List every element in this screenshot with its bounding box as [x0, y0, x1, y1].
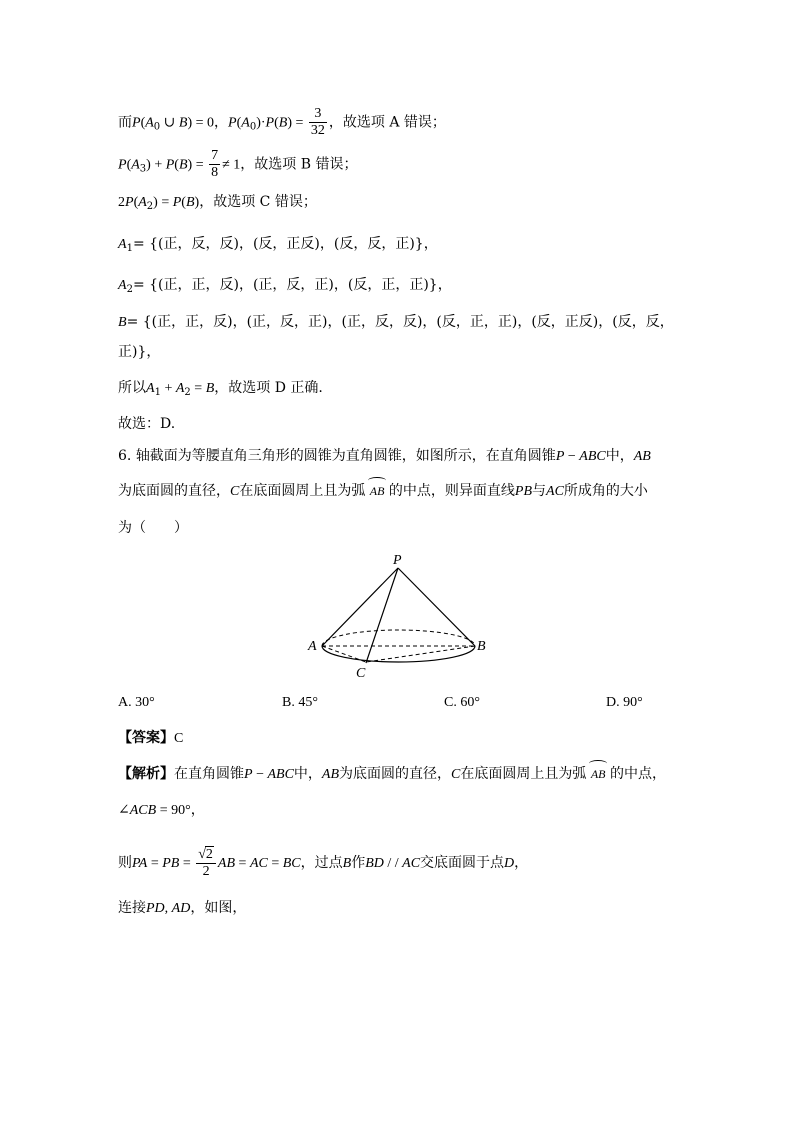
- text: 正)}，: [118, 344, 161, 360]
- line-4: $A_1=$ {(正，反，反)，(反，正反)，(反，反，正)}，: [118, 236, 438, 254]
- text: 的中点，: [609, 766, 666, 782]
- analysis-line-3: 则PA = PB = $\frac{√2}{2}$ AB = AC = BC，过点B作BD / / AC交底面圆于点D，: [118, 847, 529, 879]
- text: 则: [118, 855, 132, 871]
- text: ，故选项 B 错误；: [240, 156, 358, 173]
- question-line-1: 6. 轴截面为等腰直角三角形的圆锥为直角圆锥，如图所示，在直角圆锥P − ABC中，AB: [118, 448, 651, 464]
- arc-ab-symbol: AB: [370, 481, 385, 501]
- label-P: P: [393, 553, 402, 568]
- label-B: B: [477, 639, 486, 654]
- analysis-line-1: 【解析】在直角圆锥P − ABC中，AB为底面圆的直径，C在底面圆周上且为弧 AB 的中点，: [118, 766, 666, 782]
- text: 中，: [293, 766, 322, 782]
- text: 的中点，则异面直线: [388, 483, 515, 499]
- text: 在底面圆周上且为弧: [239, 483, 366, 499]
- option-a[interactable]: A. 30°: [118, 695, 155, 710]
- text: ，: [514, 855, 529, 871]
- label-A: A: [308, 639, 317, 654]
- option-d[interactable]: D. 90°: [606, 695, 643, 710]
- option-b[interactable]: B. 45°: [282, 695, 318, 710]
- text: 与: [532, 483, 547, 499]
- text: ，: [214, 114, 229, 131]
- answer-line: [118, 728, 183, 749]
- text: 为（ ）: [118, 520, 188, 536]
- text: = {(正，正，反)，(正，反，正)，(反，正，正)}，: [132, 277, 452, 293]
- text: ，故选项 A 错误；: [328, 114, 446, 131]
- arc-ab-symbol: AB: [591, 764, 606, 784]
- line-1: 而$P(A_0$ ∪ B) = 0，$P(A_0)\cdot P(B)$ = $\frac{3}{32}$ ，故选项 A 错误；: [118, 106, 446, 138]
- text: 交底面圆于点: [420, 855, 505, 871]
- edge-PA: [322, 568, 398, 646]
- fraction-7-8: $\frac{7}{8}$: [211, 148, 219, 180]
- line-9: [118, 414, 175, 434]
- fraction-sqrt2-over-2: $\frac{√2}{2}$: [196, 846, 216, 880]
- text: 连接: [118, 900, 146, 916]
- text: ，过点: [300, 855, 343, 871]
- text: 轴截面为等腰直角三角形的圆锥为直角圆锥，如图所示，在直角圆锥: [135, 448, 556, 464]
- text: = {(正，正，反)，(正，反，正)，(正，反，反)，(反，正，正)，(反，正反)，(反，反，: [126, 314, 674, 330]
- text: 在直角圆锥: [174, 766, 244, 782]
- line-2: $P(A_3) + P(B)$ = $\frac{7}{8}$ ≠ 1，故选项 B 错误；: [118, 148, 358, 180]
- answer-value: C: [174, 731, 184, 746]
- options-row: [118, 695, 678, 715]
- question-line-2: 为底面圆的直径，C在底面圆周上且为弧 AB 的中点，则异面直线PB与AC所成角的大小: [118, 483, 648, 499]
- analysis-line-2: ∠ACB = 90°，: [118, 803, 205, 818]
- line-8: 所以$A_1 + A_2 = B$，故选项 D 正确.: [118, 380, 323, 398]
- text: ，如图，: [190, 900, 247, 916]
- line-3: $2P(A_2) = P(B)$，故选项 C 错误；: [118, 194, 317, 212]
- analysis-line-4: 连接PD, AD，如图，: [118, 900, 247, 916]
- analysis-tag: 【解析】: [118, 766, 174, 782]
- question-number: 6.: [118, 448, 132, 464]
- text: 在底面圆周上且为弧: [460, 766, 587, 782]
- text: ，故选项 C 错误；: [199, 194, 317, 210]
- edge-PC: [366, 568, 398, 663]
- text: 故选：D.: [118, 416, 176, 432]
- text: 为底面圆的直径，: [339, 766, 452, 782]
- line-7: [118, 342, 160, 362]
- text: = {(正，反，反)，(反，正反)，(反，反，正)}，: [132, 236, 438, 252]
- cone-figure: [300, 548, 500, 680]
- line-6: B= {(正，正，反)，(正，反，正)，(正，反，反)，(反，正，正)，(反，正反)，(反，反，: [118, 314, 674, 330]
- line-5: $A_2=$ {(正，正，反)，(正，反，正)，(反，正，正)}，: [118, 277, 452, 295]
- text: 中，: [605, 448, 634, 464]
- text: 而: [118, 114, 132, 131]
- text: ，故选项 D 正确.: [214, 380, 323, 396]
- text: 为底面圆的直径，: [118, 483, 230, 499]
- chord-BC: [366, 646, 475, 662]
- fraction-3-32: $\frac{3}{32}$: [310, 106, 325, 138]
- edge-PB: [398, 568, 475, 646]
- label-C: C: [356, 666, 366, 680]
- option-c[interactable]: C. 60°: [444, 695, 480, 710]
- answer-tag: 【答案】: [118, 730, 174, 746]
- text: 所以: [118, 380, 146, 396]
- text: 作: [351, 855, 366, 871]
- base-back-arc: [322, 630, 475, 646]
- text: 所成角的大小: [563, 483, 648, 499]
- question-line-3: [118, 518, 188, 538]
